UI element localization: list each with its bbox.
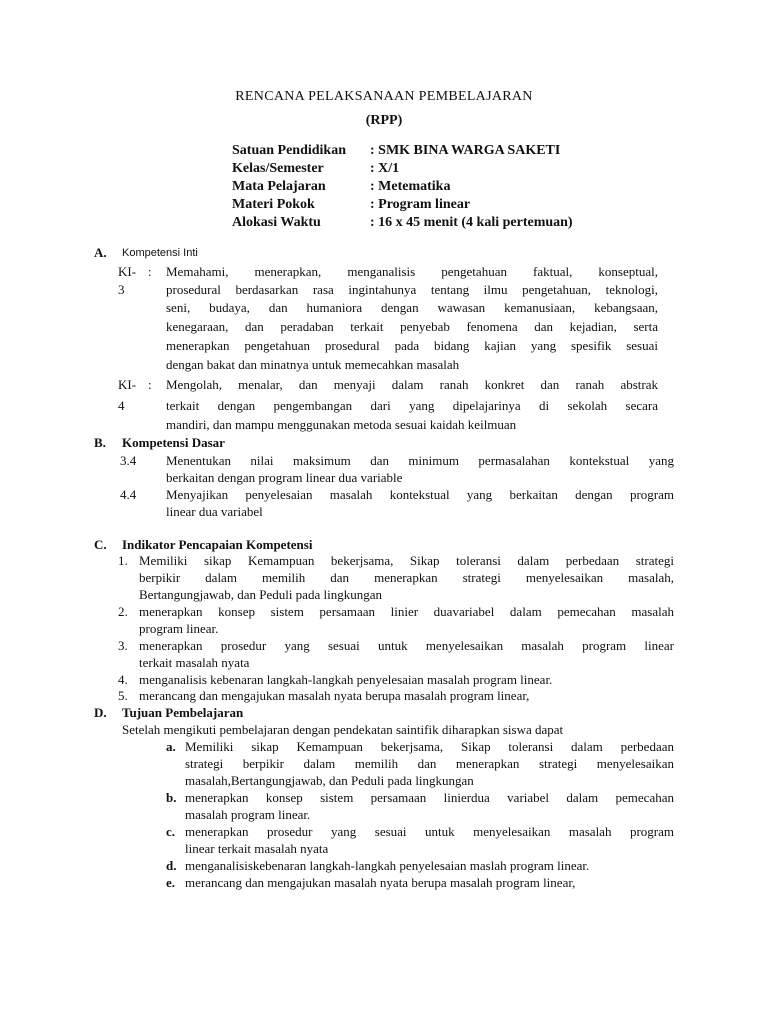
identity-row: [232, 160, 573, 178]
indicator-line: menerapkan konsep sistem persamaan linier duavariabel dalam pemecahan masalah: [139, 604, 674, 619]
ki3-colon: :: [148, 264, 152, 279]
indicator-line: berpikir dalam memilih dan menerapkan strategi menyelesaikan masalah,: [139, 570, 674, 585]
kd-line: linear dua variabel: [166, 504, 263, 519]
indicator-number: 3.: [118, 638, 128, 653]
objective-letter: b.: [166, 790, 177, 805]
section-d-intro: Setelah mengikuti pembelajaran dengan pendekatan saintifik diharapkan siswa dapat: [122, 722, 564, 737]
ki4-label-bottom: 4: [118, 398, 125, 413]
kd-number: 3.4: [120, 453, 137, 468]
kd-line: berkaitan dengan program linear dua variable: [166, 470, 403, 485]
objective-line: strategi berpikir dalam memilih dan menerapkan strategi menyelesaikan: [185, 756, 674, 771]
identity-label: Satuan Pendidikan: [232, 143, 346, 158]
ki4-line: terkait dengan pengembangan dari yang dipelajarinya di sekolah secara: [166, 398, 658, 413]
indicator-line: terkait masalah nyata: [139, 655, 250, 670]
kd-line: Menyajikan penyelesaian masalah kontekstual yang berkaitan dengan program: [166, 487, 674, 502]
document-subtitle: (RPP): [365, 113, 403, 128]
identity-label: Kelas/Semester: [232, 161, 324, 176]
ki3-line: prosedural berdasarkan rasa ingintahunya tentang ilmu pengetahuan, teknologi,: [166, 282, 658, 297]
objective-letter: d.: [166, 858, 177, 873]
objective-letter: c.: [166, 824, 176, 839]
identity-row: [232, 196, 573, 214]
section-c-letter: C.: [94, 537, 107, 552]
objective-line: linear terkait masalah nyata: [185, 841, 329, 856]
indicator-number: 1.: [118, 553, 128, 568]
ki3-line: seni, budaya, dan humaniora dengan wawasan kemanusiaan, kebangsaan,: [166, 300, 658, 315]
objective-line: masalah program linear.: [185, 807, 311, 822]
indicator-line: program linear.: [139, 621, 219, 636]
identity-value: : Program linear: [370, 197, 471, 212]
identity-value: : Metematika: [370, 179, 451, 194]
indicator-number: 4.: [118, 672, 128, 687]
identity-value: : 16 x 45 menit (4 kali pertemuan): [370, 215, 573, 230]
identity-row: [232, 178, 573, 196]
kd-number: 4.4: [120, 487, 137, 502]
identity-label: Alokasi Waktu: [232, 215, 321, 230]
kd-line: Menentukan nilai maksimum dan minimum permasalahan kontekstual yang: [166, 453, 674, 468]
identity-label: Materi Pokok: [232, 197, 315, 212]
objective-line: menerapkan konsep sistem persamaan linierdua variabel dalam pemecahan: [185, 790, 674, 805]
ki3-line: dengan bakat dan minatnya untuk memecahkan masalah: [166, 357, 460, 372]
section-b-title: Kompetensi Dasar: [122, 435, 225, 450]
identity-row: [232, 214, 573, 232]
identity-value: : X/1: [370, 161, 400, 176]
ki4-colon: :: [148, 377, 152, 392]
ki4-line: Mengolah, menalar, dan menyaji dalam ranah konkret dan ranah abstrak: [166, 377, 658, 392]
ki4-label-top: KI-: [118, 377, 137, 392]
section-a-letter: A.: [94, 245, 107, 260]
section-a-title: Kompetensi Inti: [122, 247, 198, 259]
ki4-line: mandiri, dan mampu menggunakan metoda sesuai kaidah keilmuan: [166, 417, 517, 432]
ki3-label-bottom: 3: [118, 282, 125, 297]
objective-line: menerapkan prosedur yang sesuai untuk menyelesaikan masalah program: [185, 824, 674, 839]
section-d-title: Tujuan Pembelajaran: [122, 705, 244, 720]
indicator-number: 5.: [118, 688, 128, 703]
indicator-number: 2.: [118, 604, 128, 619]
objective-line: masalah,Bertangungjawab, dan Peduli pada lingkungan: [185, 773, 474, 788]
identity-row: [232, 142, 573, 160]
section-d-letter: D.: [94, 705, 107, 720]
indicator-line: merancang dan mengajukan masalah nyata berupa masalah program linear,: [139, 688, 530, 703]
ki3-line: Memahami, menerapkan, menganalisis pengetahuan faktual, konseptual,: [166, 264, 658, 279]
objective-letter: a.: [166, 739, 176, 754]
ki3-line: kenegaraan, dan peradaban terkait penyebab fenomena dan kejadian, serta: [166, 319, 658, 334]
ki3-label-top: KI-: [118, 264, 137, 279]
indicator-line: menerapkan prosedur yang sesuai untuk menyelesaikan masalah program linear: [139, 638, 674, 653]
objective-letter: e.: [166, 875, 176, 890]
document-title: RENCANA PELAKSANAAN PEMBELAJARAN: [235, 89, 533, 104]
indicator-line: menganalisis kebenaran langkah-langkah penyelesaian masalah program linear.: [139, 672, 553, 687]
indicator-line: Bertangungjawab, dan Peduli pada lingkungan: [139, 587, 382, 602]
objective-line: menganalisiskebenaran langkah-langkah penyelesaian maslah program linear.: [185, 858, 590, 873]
objective-line: Memiliki sikap Kemampuan bekerjsama, Sikap toleransi dalam perbedaan: [185, 739, 674, 754]
section-b-letter: B.: [94, 435, 106, 450]
identity-label: Mata Pelajaran: [232, 179, 326, 194]
identity-value: : SMK BINA WARGA SAKETI: [370, 143, 561, 158]
ki3-line: menerapkan pengetahuan prosedural pada bidang kajian yang spesifik sesuai: [166, 338, 658, 353]
identity-block: [232, 142, 573, 232]
indicator-line: Memiliki sikap Kemampuan bekerjsama, Sikap toleransi dalam perbedaan strategi: [139, 553, 674, 568]
section-c-title: Indikator Pencapaian Kompetensi: [122, 537, 313, 552]
objective-line: merancang dan mengajukan masalah nyata berupa masalah program linear,: [185, 875, 576, 890]
